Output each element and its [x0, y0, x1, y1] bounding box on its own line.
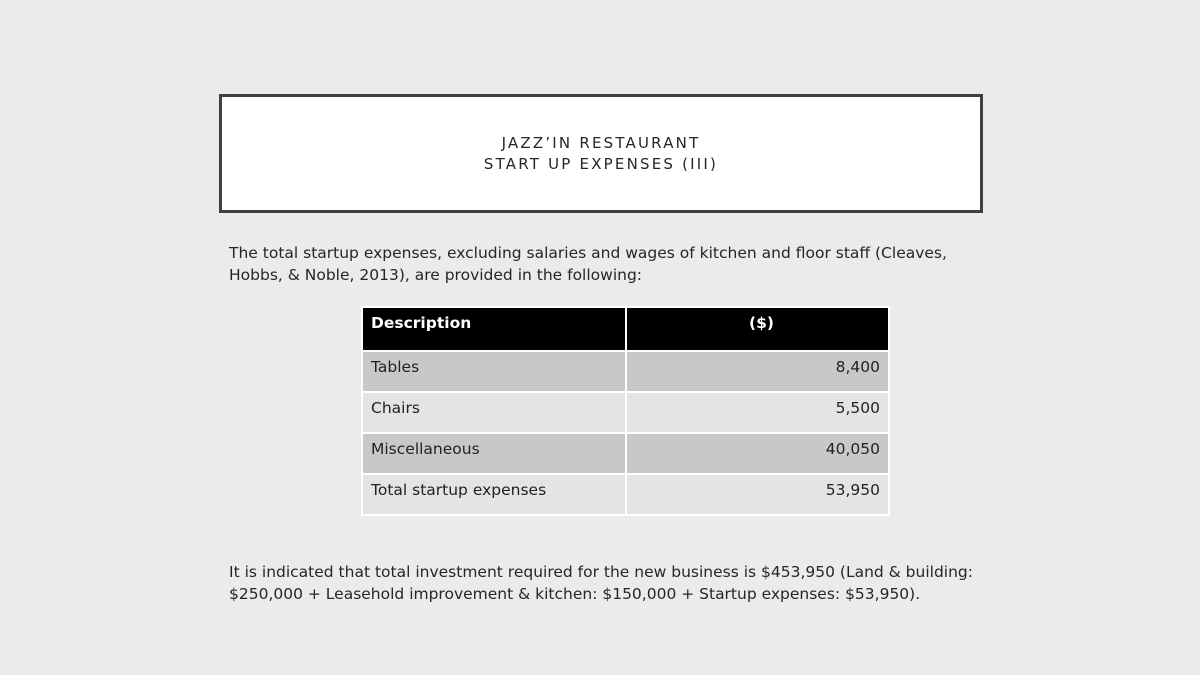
row-description: Tables [362, 351, 626, 392]
conclusion-paragraph: It is indicated that total investment required for the new business is $453,950 (Land & building: $250,000 + Leasehold improvement & kitchen: $150,000 + Startup expenses: $53,950). [229, 563, 973, 603]
table-row [362, 392, 889, 433]
description-column-header: Description [362, 307, 626, 351]
intro-paragraph: The total startup expenses, excluding salaries and wages of kitchen and floor staff (Cleaves, Hobbs, & Noble, 2013), are provided in the following: [229, 244, 947, 284]
slide-title-box [219, 94, 983, 213]
row-amount: 8,400 [626, 351, 889, 392]
amount-column-header: ($) [626, 307, 889, 351]
row-amount: 40,050 [626, 433, 889, 474]
startup-expenses-table [361, 306, 890, 516]
table-row [362, 433, 889, 474]
table-row-total [362, 474, 889, 515]
row-description: Miscellaneous [362, 433, 626, 474]
slide-title-line-2: START UP EXPENSES (III) [483, 154, 719, 173]
row-amount: 53,950 [626, 474, 889, 515]
table-row [362, 351, 889, 392]
table-header-row [362, 307, 889, 351]
row-description: Chairs [362, 392, 626, 433]
slide-title-line-1: JAZZ’IN RESTAURANT [501, 133, 701, 152]
row-description: Total startup expenses [362, 474, 626, 515]
row-amount: 5,500 [626, 392, 889, 433]
